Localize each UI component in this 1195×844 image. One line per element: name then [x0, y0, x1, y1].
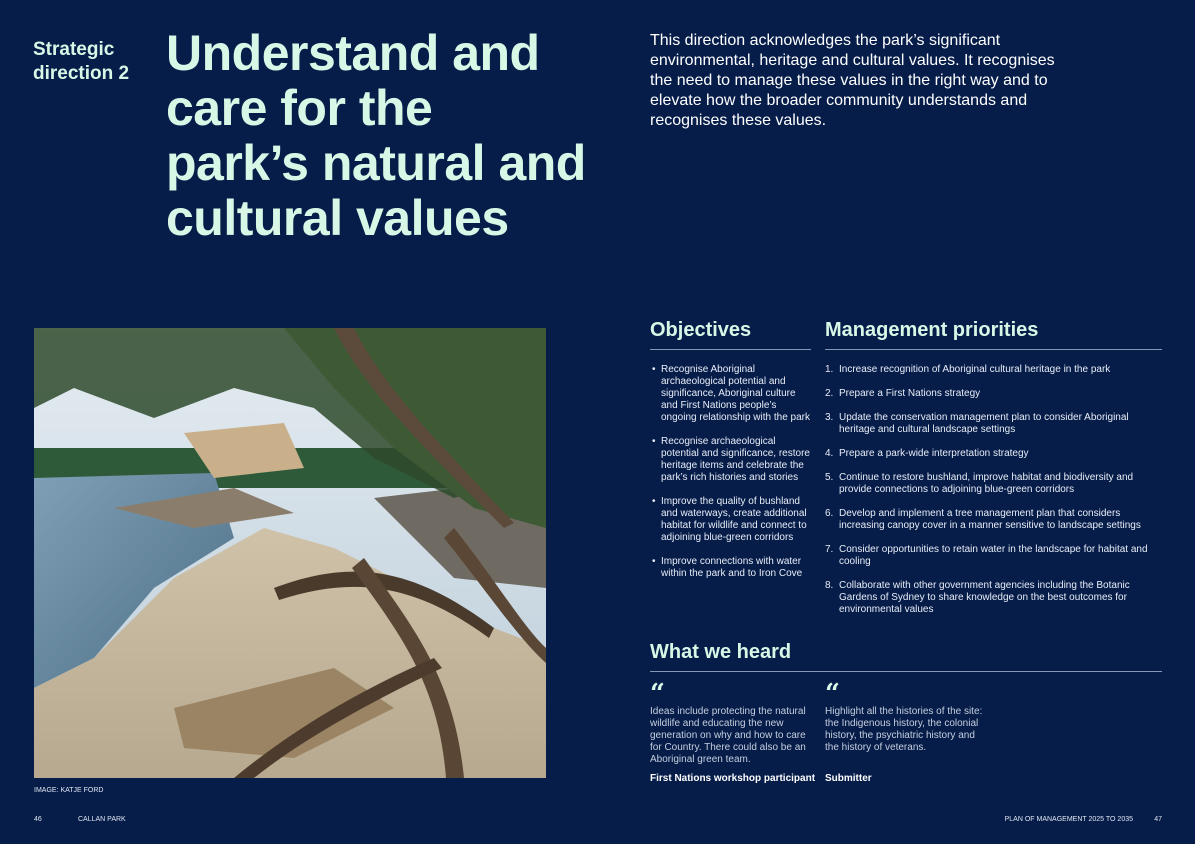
objective-item: • Improve connections with water within the park and to Iron Cove — [652, 556, 803, 579]
objective-item: • Recognise archaeological potential and significance, restore heritage items and celebrate the park’s rich histories and stories — [652, 436, 810, 483]
quote-attribution: First Nations workshop participant — [650, 773, 816, 784]
management-priorities-list — [825, 364, 1165, 628]
quote-block — [825, 679, 990, 754]
objectives-heading: Objectives — [650, 319, 811, 350]
image-credit: IMAGE: KATJE FORD — [34, 787, 104, 794]
quote-block — [650, 679, 815, 766]
bullet-icon: • — [652, 436, 656, 447]
quote-icon: “ — [650, 679, 665, 709]
bullet-icon: • — [652, 364, 656, 375]
page-headline: Understand and care for the park’s natural and cultural values — [166, 25, 586, 246]
intro-paragraph: This direction acknowledges the park’s significant environmental, heritage and cultural values. It recognises the need to manage these values in the right way and to elevate how the broader community understands and recognises these values. — [650, 32, 1055, 129]
priority-item: 2. Prepare a First Nations strategy — [825, 388, 981, 399]
footer-plan-title: PLAN OF MANAGEMENT 2025 TO 2035 — [1004, 816, 1133, 823]
priority-item: 5. Continue to restore bushland, improve habitat and biodiversity and provide connections to adjoining blue-green corridors — [825, 472, 1134, 495]
priority-item: 4. Prepare a park-wide interpretation strategy — [825, 448, 1029, 459]
objectives-list — [650, 364, 811, 592]
footer-document-name: CALLAN PARK — [78, 816, 126, 823]
page-number-right: 47 — [1154, 816, 1162, 823]
priority-item: 1. Increase recognition of Aboriginal cultural heritage in the park — [825, 364, 1111, 375]
management-priorities-heading: Management priorities — [825, 319, 1162, 350]
priority-item: 6. Develop and implement a tree management plan that considers increasing canopy cover in a manner sensitive to landscape settings — [825, 508, 1141, 531]
strategic-direction-label: Strategic direction 2 — [33, 39, 130, 84]
bullet-icon: • — [652, 556, 656, 567]
priority-item: 3. Update the conservation management plan to consider Aboriginal heritage and cultural landscape settings — [825, 412, 1129, 435]
priority-item: 8. Collaborate with other government agencies including the Botanic Gardens of Sydney to share knowledge on the best outcomes for environmental values — [825, 580, 1130, 615]
quote-text: Highlight all the histories of the site: the Indigenous history, the colonial history, the psychiatric history and the history of veterans. — [825, 706, 983, 753]
quote-icon: “ — [825, 679, 840, 709]
objective-item: • Recognise Aboriginal archaeological potential and significance, Aboriginal culture and First Nations people’s ongoing relationship with the park — [652, 364, 810, 423]
what-we-heard-heading: What we heard — [650, 641, 1162, 672]
quote-attribution: Submitter — [825, 773, 872, 784]
bullet-icon: • — [652, 496, 656, 507]
page-number-left: 46 — [34, 816, 42, 823]
priority-item: 7. Consider opportunities to retain water in the landscape for habitat and cooling — [825, 544, 1148, 567]
quote-text: Ideas include protecting the natural wildlife and educating the new generation on why and how to care for Country. There could also be an Aboriginal green team. — [650, 706, 806, 765]
shoreline-photo — [34, 328, 546, 778]
objective-item: • Improve the quality of bushland and waterways, create additional habitat for wildlife and connect to adjoining blue-green corridors — [652, 496, 807, 543]
